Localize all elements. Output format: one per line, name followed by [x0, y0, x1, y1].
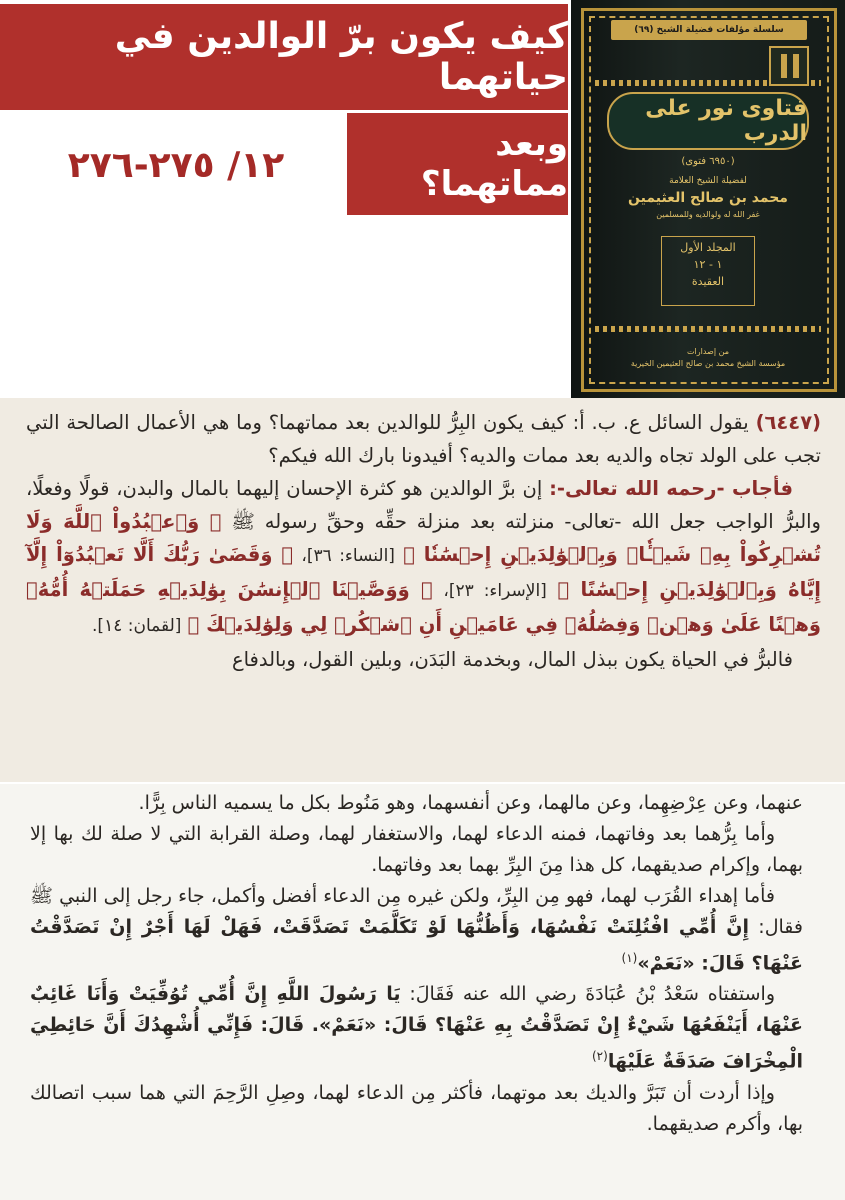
cover-publisher-line1: من إصدارات: [687, 347, 729, 356]
cover-publisher: [611, 346, 805, 370]
cover-ornament-bottom: [595, 326, 821, 332]
fatwa-number: (٦٤٤٧): [755, 411, 822, 434]
title-banner: [0, 4, 568, 110]
answer-label: فأجاب -رحمه الله تعالى-:: [549, 477, 793, 500]
saad-text: واستفتاه سَعْدُ بْنُ عُبَادَةَ رضي الله عنه فَقَالَ:: [409, 983, 775, 1006]
question-text: يقول السائل ع. ب. أ: كيف يكون البِرُّ للوالدين بعد مماتهما؟ وما هي الأعمال الصالحة التي تجب على الولد تجاه والديه بعد ممات والديه؟ أفيدونا بارك الله فيكم؟: [26, 411, 821, 467]
cover-author-prefix: لفضيلة الشيخ العلامة: [669, 176, 747, 186]
page-scan-second: [0, 784, 845, 1200]
footnote-marker-2: (٢): [591, 1049, 608, 1064]
paragraph-after-death: وأما بِرُّهما بعد وفاتهما، فمنه الدعاء لهما، والاستغفار لهما، وصلة القرابة التي لا صلة لك بها إلا بهما، وإكرام صديقهما، كل هذا مِنَ البِرِّ بهما بعد وفاتهما.: [30, 823, 803, 876]
cover-author: محمد بن صالح العثيمين: [628, 190, 788, 206]
title-banner-second: [347, 113, 568, 215]
cover-volume-label: المجلد الأول: [680, 241, 736, 254]
title-line-2: وبعد مماتهما؟: [420, 124, 568, 204]
cover-series: سلسلة مؤلفات فضيلة الشيخ (٦٩): [611, 20, 807, 40]
answer-text: إن برَّ الوالدين هو كثرة الإحسان إليهما بالمال والبدن، قولًا وفعلًا، والبرُّ الواجب جعل الله -تعالى- منزلته بعد منزلة حقِّه وحقِّ رسوله ﷺ: [26, 477, 821, 533]
ref-luqman: [لقمان: ١٤].: [92, 616, 182, 636]
cover-count: (٦٩٥٠ فتوى): [681, 156, 735, 167]
cover-volume-range: ١ - ١٢: [693, 258, 723, 271]
paragraph-gifting: [30, 881, 803, 979]
hadith-2: يَا رَسُولَ اللَّهِ إِنَّ أُمِّي تُوُفِّيَتْ وَأَنَا غَائِبٌ عَنْهَا، أَيَنْفَعُهَا شَيْءٌ إِنْ تَصَدَّقْتُ بِهِ عَنْهَا؟ قَالَ: «نَعَمْ». قَالَ: فَإِنِّي أُشْهِدُكَ أَنَّ حَائِطِيَ الْمِخْرَافَ صَدَقَةٌ عَلَيْهَا: [30, 983, 803, 1073]
cover-publisher-line2: مؤسسة الشيخ محمد بن صالح العثيمين الخيرية: [630, 359, 786, 368]
cover-title: فتاوى نور على الدرب: [607, 92, 809, 150]
answer-paragraph: [26, 472, 821, 643]
gifting-text: فأما إهداء القُرَب لهما، فهو مِن البِرِّ، ولكن غيره مِن الدعاء أفضل وأكمل، جاء رجل إلى النبي ﷺ فقال:: [30, 885, 803, 938]
book-cover-image: [571, 0, 845, 400]
cover-author-suffix: غفر الله له ولوالديه وللمسلمين: [656, 210, 760, 219]
books-logo-icon: [769, 46, 809, 86]
ref-isra: [الإسراء: ٢٣]،: [443, 581, 547, 601]
cover-volume-topic: العقيدة: [691, 275, 725, 288]
paragraph-advice: وإذا أردت أن تَبَرَّ والديك بعد موتهما، فأكثر مِن الدعاء لهما، وصِلِ الرَّحِمَ التي هما سبب اتصالك بها، وأكرم صديقهما.: [30, 1081, 803, 1135]
paragraph-saad: [30, 979, 803, 1077]
cover-volume-box: [661, 236, 755, 306]
title-line-1: كيف يكون برّ الوالدين في حياتهما: [114, 16, 568, 98]
page-reference: ١٢/ ٢٧٥-٢٧٦: [67, 144, 285, 186]
footnote-marker-1: (١): [621, 951, 638, 965]
question-paragraph: [26, 406, 821, 472]
verse-luqman: ﴿ وَوَصَّيۡنَا ٱلۡإِنسَٰنَ بِوَٰلِدَيۡهِ حَمَلَتۡهُ أُمُّهُۥ وَهۡنًا عَلَىٰ وَهۡنٖ وَفِصَٰلُهُۥ فِي عَامَيۡنِ أَنِ ٱشۡكُرۡ لِي وَلِوَٰلِدَيۡكَ ﴾: [26, 578, 821, 636]
scan1-last-line: فالبرُّ في الحياة يكون ببذل المال، وبخدمة البَدَن، وبلين القول، وبالدفاع: [231, 648, 793, 671]
verse-isra: ﴿ وَقَضَىٰ رَبُّكَ أَلَّا تَعۡبُدُوٓاْ إِلَّآ إِيَّاهُ وَبِٱلۡوَٰلِدَيۡنِ إِحۡسَٰنًا ﴾: [26, 543, 821, 601]
page-scan-first: [0, 398, 845, 782]
verse-nisa: ﴿ وَٱعۡبُدُواْ ٱللَّهَ وَلَا تُشۡرِكُواْ بِهِۦ شَيۡـٔٗاۖ وَبِٱلۡوَٰلِدَيۡنِ إِحۡسَٰنٗا ﴾: [26, 510, 821, 566]
hadith-1: إِنَّ أُمِّي افْتُلِتَتْ نَفْسُهَا، وَأَظُنُّهَا لَوْ تَكَلَّمَتْ تَصَدَّقَتْ، فَهَلْ لَهَا أَجْرٌ إِنْ تَصَدَّقْتُ عَنْهَا؟ قَالَ: «نَعَمْ»: [30, 916, 803, 975]
ref-nisa: [النساء: ٣٦]،: [301, 546, 395, 566]
paragraph-continuation: عنهما، وعن عِرْضِهِما، وعن مالهما، وعن أنفسهما، وهو مَنُوط بكل ما يسميه الناس بِرًّا.: [138, 792, 803, 814]
